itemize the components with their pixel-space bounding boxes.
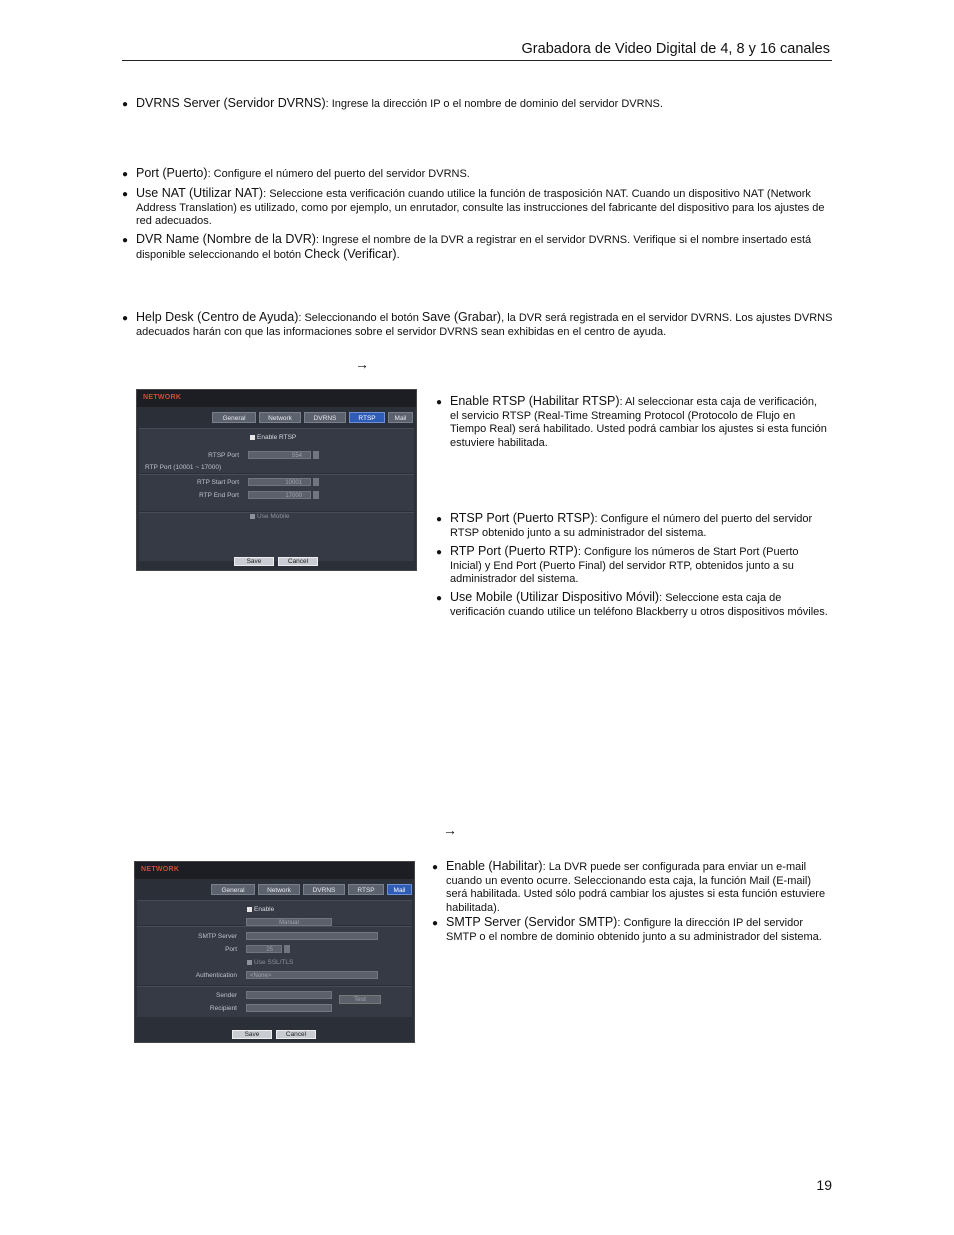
tab-general[interactable]: General (211, 884, 255, 895)
rtp-start-port-label: RTP Start Port (196, 479, 239, 486)
tab-bar (212, 412, 412, 423)
page-header (122, 40, 832, 61)
stepper-icon[interactable] (313, 478, 319, 486)
bullet-smtp-server: ● SMTP Server (Servidor SMTP): Configure la dirección IP del servidor SMTP o el nombre de dominio obtenido junto a su administrador del sistema. (432, 915, 822, 943)
tab-rtsp[interactable]: RTSP (349, 412, 385, 423)
rtsp-port-field[interactable]: 554 (248, 451, 311, 459)
cancel-button[interactable]: Cancel (278, 557, 318, 566)
rtsp-port-label: RTSP Port (208, 452, 239, 459)
mail-settings-screenshot (134, 861, 415, 1043)
authentication-label: Authentication (195, 972, 237, 979)
use-ssl-checkbox[interactable]: Use SSL/TLS (247, 959, 293, 966)
tab-network[interactable]: Network (258, 884, 300, 895)
recipient-label: Recipient (209, 1005, 237, 1012)
authentication-select[interactable]: <None> (246, 971, 378, 979)
bullet-use-mobile: ● Use Mobile (Utilizar Dispositivo Móvil): Seleccione esta caja de verificación cuando utilice un teléfono Blackberry u otros dispositivos móviles. (436, 590, 828, 618)
tab-dvrns[interactable]: DVRNS (304, 412, 346, 423)
enable-rtsp-checkbox[interactable]: Enable RTSP (250, 434, 296, 441)
rtp-port-range-label: RTP Port (10001 ~ 17000) (145, 464, 222, 471)
bullet-rtp-port: ● RTP Port (Puerto RTP): Configure los números de Start Port (Puerto Inicial) y End Port (Puerto Final) del servidor RTP, obtenidos junto a su administrador del sistema. (436, 544, 799, 586)
window-titlebar: NETWORK (137, 390, 416, 407)
bullet-enable-rtsp: ● Enable RTSP (Habilitar RTSP): Al seleccionar esta caja de verificación, el servicio RTSP (Real-Time Streaming Protocol (Protocolo de Flujo en Tiempo Real) será habilitado. Usted podrá cambiar los ajustes si esta función estuviere habilitada. (436, 394, 827, 449)
header-title: Grabadora de Video Digital de 4, 8 y 16 canales (521, 41, 830, 57)
bullet-use-nat: ● Use NAT (Utilizar NAT): Seleccione esta verificación cuando utilice la función de trasposición NAT. Cuando un dispositivo NAT (Network Address Translation) es utilizado, como por ejemplo, un enrutador, consulte las instrucciones del fabricante del dispositivo para los ajustes de red adecuados. (122, 186, 825, 228)
rtsp-settings-screenshot (136, 389, 417, 571)
tab-general[interactable]: General (212, 412, 256, 423)
bullet-dvrns-server: ● DVRNS Server (Servidor DVRNS): Ingrese la dirección IP o el nombre de dominio del servidor DVRNS. (122, 96, 663, 110)
rtp-end-port-field[interactable]: 17000 (248, 491, 311, 499)
arrow-right-icon: → (355, 356, 369, 372)
save-button[interactable]: Save (232, 1030, 272, 1039)
mode-select[interactable]: Manual (246, 918, 332, 926)
tab-rtsp[interactable]: RTSP (348, 884, 384, 895)
test-button[interactable]: Test (339, 995, 381, 1004)
arrow-right-icon: → (443, 822, 457, 838)
bullet-help-desk: ● Help Desk (Centro de Ayuda): Seleccionando el botón Save (Grabar), la DVR será registrada en el servidor DVRNS. Los ajustes DVRNS adecuados harán con que las informaciones sobre el servidor DVRNS sean exhibidas en el centro de ayuda. (122, 310, 833, 338)
recipient-field[interactable] (246, 1004, 332, 1012)
save-button[interactable]: Save (234, 557, 274, 566)
rtp-start-port-field[interactable]: 10001 (248, 478, 311, 486)
stepper-icon[interactable] (284, 945, 290, 953)
bullet-dvr-name: ● DVR Name (Nombre de la DVR): Ingrese el nombre de la DVR a registrar en el servidor DVRNS. Verifique si el nombre insertado está disponible seleccionando el botón Check (Verificar). (122, 232, 812, 261)
page-number: 19 (816, 1177, 832, 1193)
enable-mail-checkbox[interactable]: Enable (247, 906, 274, 913)
tab-bar (211, 884, 411, 895)
bullet-port: ● Port (Puerto): Configure el número del puerto del servidor DVRNS. (122, 166, 470, 180)
sender-field[interactable] (246, 991, 332, 999)
cancel-button[interactable]: Cancel (276, 1030, 316, 1039)
sender-label: Sender (216, 992, 237, 999)
use-mobile-checkbox[interactable]: Use Mobile (250, 513, 290, 520)
stepper-icon[interactable] (313, 491, 319, 499)
window-titlebar: NETWORK (135, 862, 414, 879)
tab-mail[interactable]: Mail (388, 412, 413, 423)
tab-network[interactable]: Network (259, 412, 301, 423)
tab-mail[interactable]: Mail (387, 884, 412, 895)
bullet-enable-mail: ● Enable (Habilitar): La DVR puede ser configurada para enviar un e-mail cuando un evento ocurre. Seleccionando esta caja, la función Mail (E-mail) será habilitada. Usted sólo podrá cambiar los ajustes si esta función estuviere habilitada). (432, 859, 826, 914)
bullet-rtsp-port: ● RTSP Port (Puerto RTSP): Configure el número del puerto del servidor RTSP obtenido junto a su administrador del sistema. (436, 511, 813, 539)
smtp-server-field[interactable] (246, 932, 378, 940)
stepper-icon[interactable] (313, 451, 319, 459)
tab-dvrns[interactable]: DVRNS (303, 884, 345, 895)
smtp-server-label: SMTP Server (198, 933, 237, 940)
port-label: Port (225, 946, 237, 953)
rtp-end-port-label: RTP End Port (199, 492, 239, 499)
port-field[interactable]: 25 (246, 945, 282, 953)
